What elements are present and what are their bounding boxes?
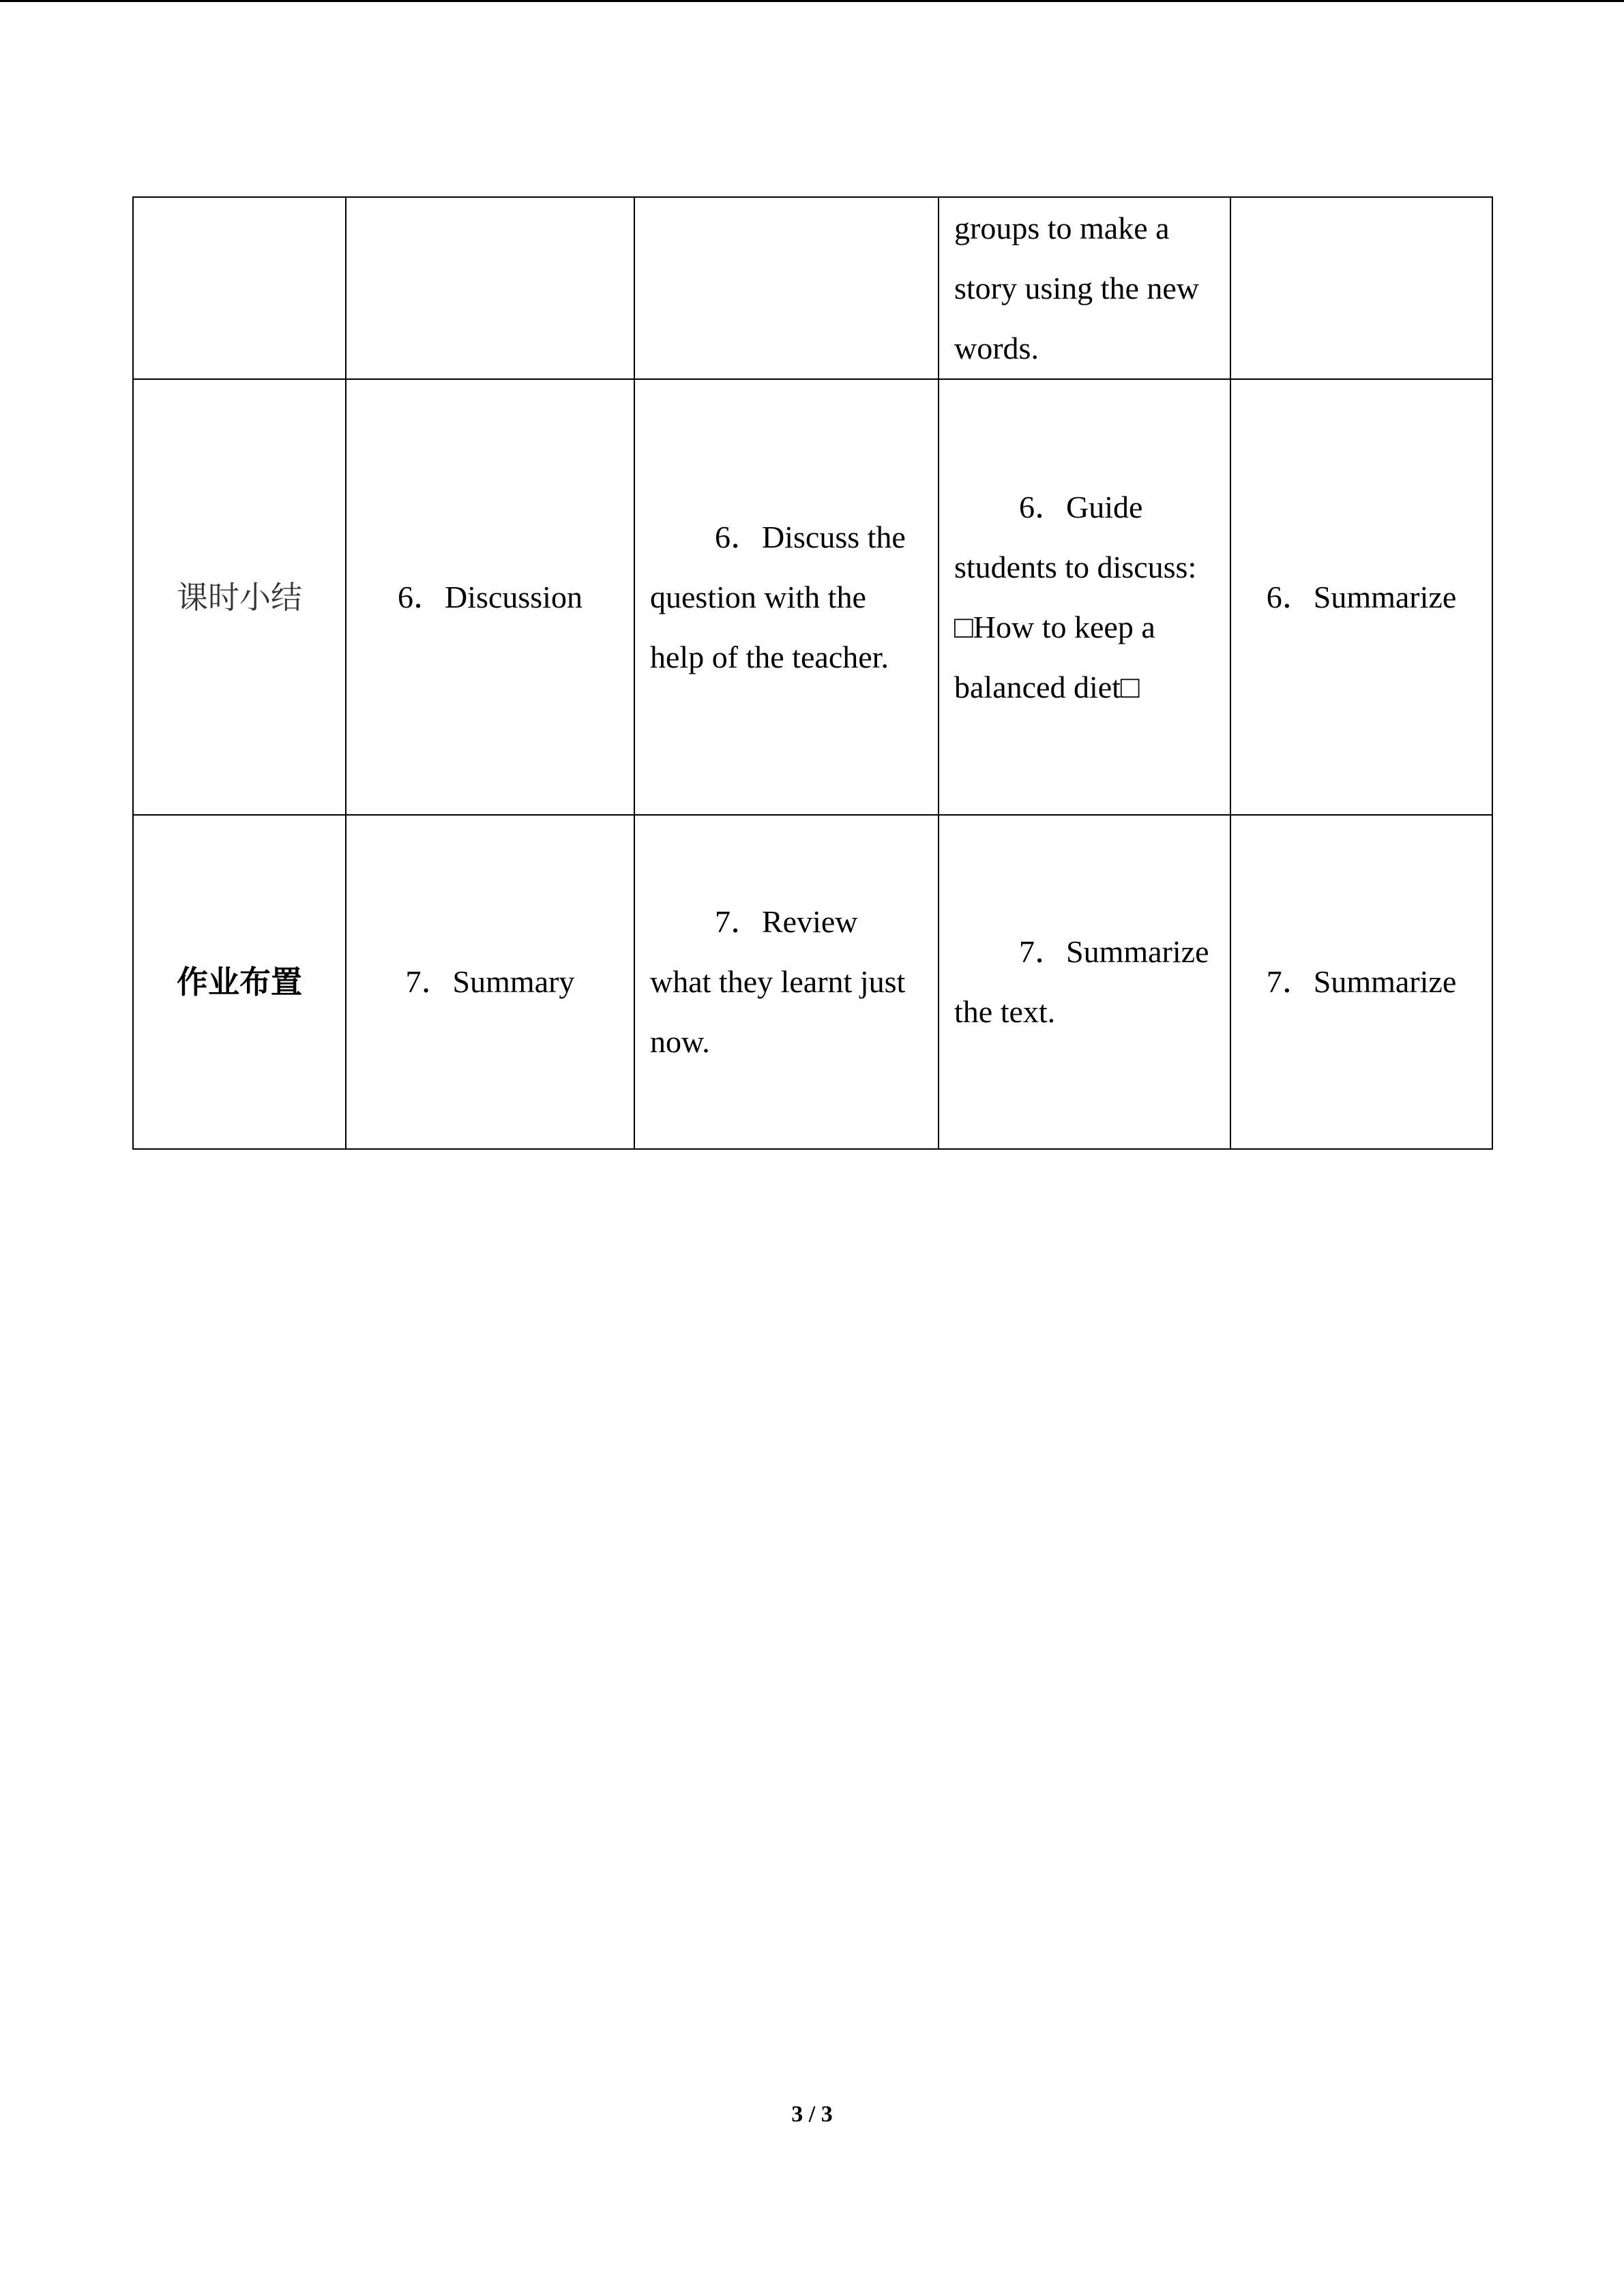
purpose-cell: 7．Summarize xyxy=(1230,815,1492,1149)
student-activity-cell: 7．Review what they learnt just now. xyxy=(634,815,939,1149)
table-row xyxy=(133,379,1492,815)
lesson-plan-table xyxy=(132,196,1493,1150)
step-cell: 6．Discussion xyxy=(346,379,634,815)
table-cell-empty xyxy=(346,197,634,379)
teacher-activity-cell: 6．Guide students to discuss: □How to keep a balanced diet□ xyxy=(939,379,1230,815)
stage-cell: 作业布置 xyxy=(133,815,346,1149)
table-row xyxy=(133,815,1492,1149)
table-cell-empty xyxy=(634,197,939,379)
purpose-cell: 6．Summarize xyxy=(1230,379,1492,815)
teacher-activity-cell: groups to make a story using the new words. xyxy=(939,197,1230,379)
table-cell-empty xyxy=(1230,197,1492,379)
stage-cell: 课时小结 xyxy=(133,379,346,815)
table-row xyxy=(133,197,1492,379)
page-top-border xyxy=(0,0,1624,2)
step-cell: 7．Summary xyxy=(346,815,634,1149)
teacher-activity-cell: 7．Summarize the text. xyxy=(939,815,1230,1149)
table-cell-empty xyxy=(133,197,346,379)
page-number: 3 / 3 xyxy=(791,2102,833,2127)
student-activity-cell: 6．Discuss the question with the help of the teacher. xyxy=(634,379,939,815)
